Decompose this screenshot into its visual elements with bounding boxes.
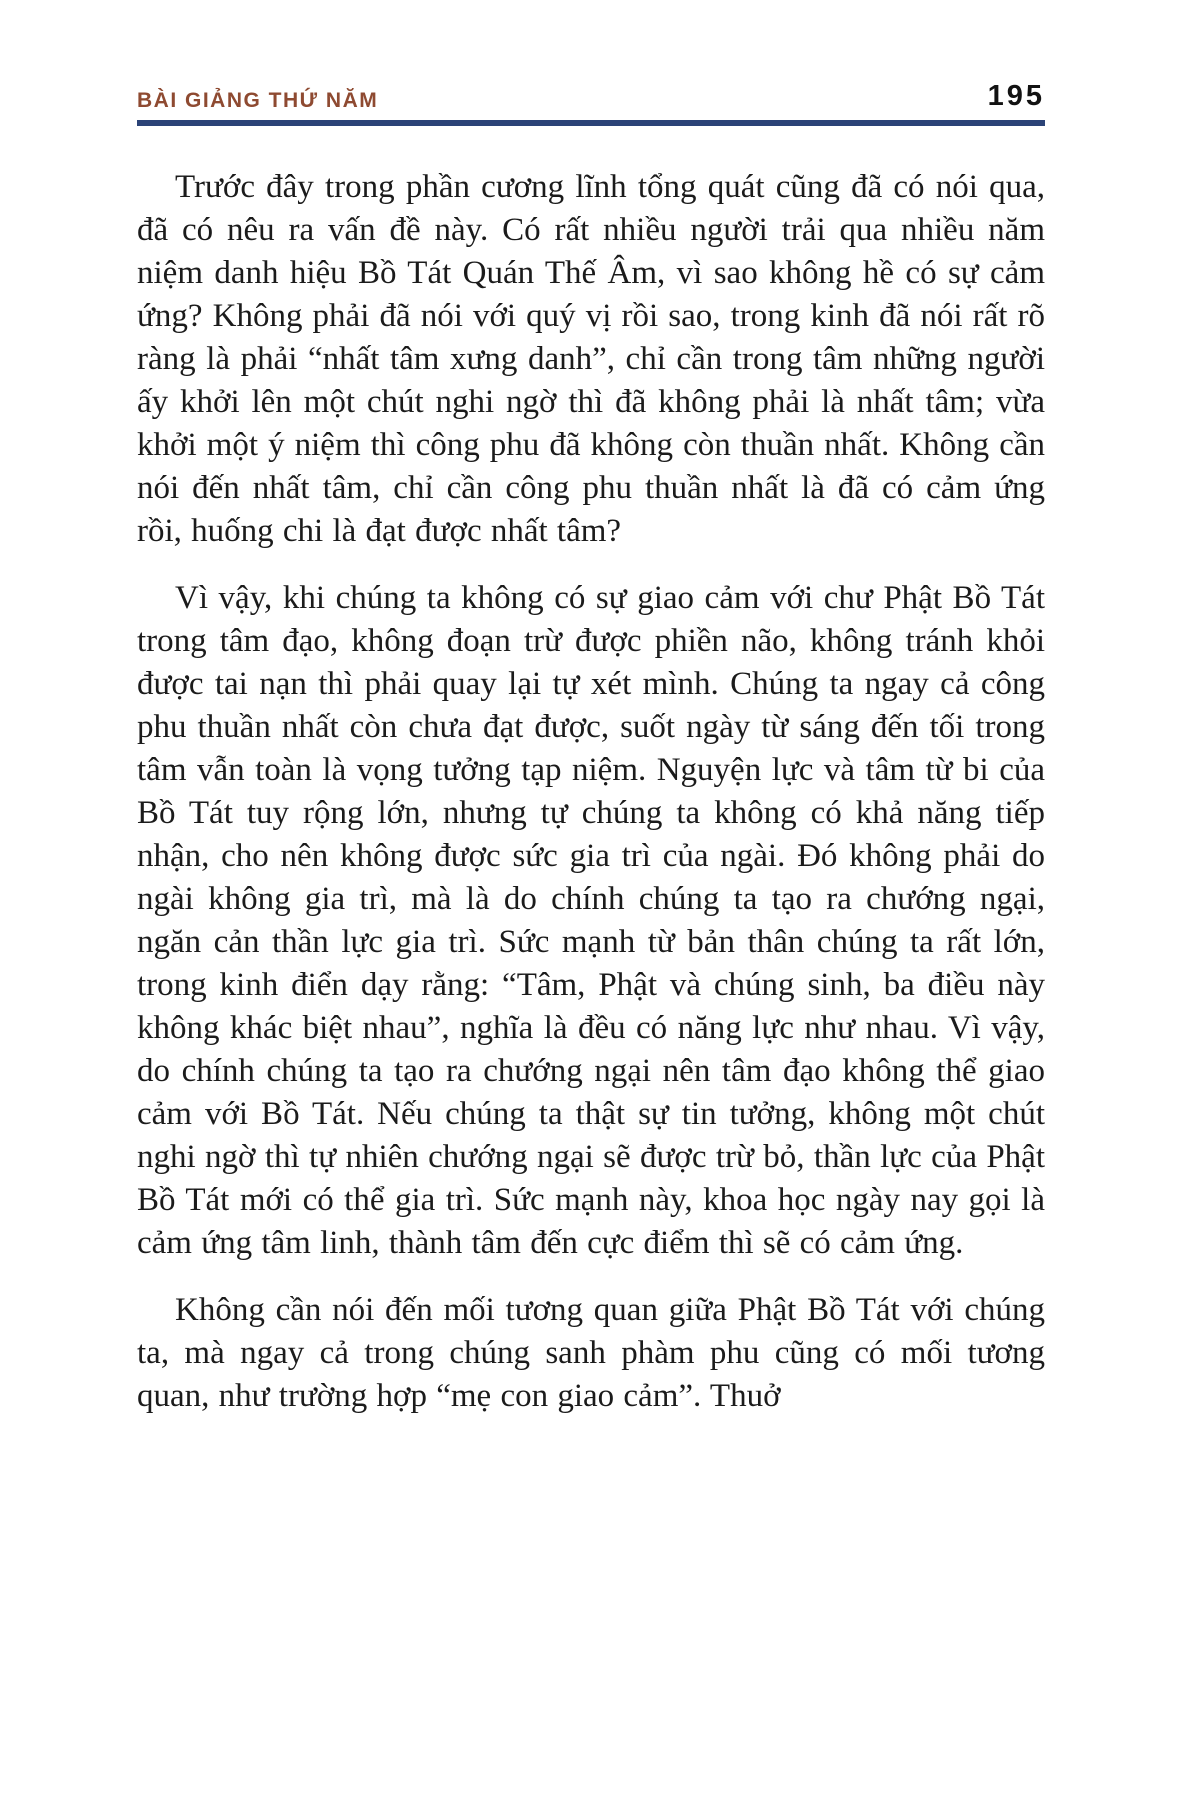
running-title: BÀI GIẢNG THỨ NĂM (137, 89, 379, 112)
body-text (137, 166, 1045, 1418)
page-number: 195 (987, 80, 1045, 112)
paragraph-1: Trước đây trong phần cương lĩnh tổng quát cũng đã có nói qua, đã có nêu ra vấn đề này. Có rất nhiều người trải qua nhiều năm niệm danh hiệu Bồ Tát Quán Thế Âm, vì sao không hề có sự cảm ứng? Không phải đã nói với quý vị rồi sao, trong kinh đã nói rất rõ ràng là phải “nhất tâm xưng danh”, chỉ cần trong tâm những người ấy khởi lên một chút nghi ngờ thì đã không phải là nhất tâm; vừa khởi một ý niệm thì công phu đã không còn thuần nhất. Không cần nói đến nhất tâm, chỉ cần công phu thuần nhất là đã có cảm ứng rồi, huống chi là đạt được nhất tâm? (137, 169, 1045, 549)
paragraph-3: Không cần nói đến mối tương quan giữa Phật Bồ Tát với chúng ta, mà ngay cả trong chúng sanh phàm phu cũng có mối tương quan, như trường hợp “mẹ con giao cảm”. Thuở (137, 1292, 1045, 1414)
page-header (137, 82, 1045, 126)
paragraph-2: Vì vậy, khi chúng ta không có sự giao cảm với chư Phật Bồ Tát trong tâm đạo, không đoạn trừ được phiền não, không tránh khỏi được tai nạn thì phải quay lại tự xét mình. Chúng ta ngay cả công phu thuần nhất còn chưa đạt được, suốt ngày từ sáng đến tối trong tâm vẫn toàn là vọng tưởng tạp niệm. Nguyện lực và tâm từ bi của Bồ Tát tuy rộng lớn, nhưng tự chúng ta không có khả năng tiếp nhận, cho nên không được sức gia trì của ngài. Đó không phải do ngài không gia trì, mà là do chính chúng ta tạo ra chướng ngại, ngăn cản thần lực gia trì. Sức mạnh từ bản thân chúng ta rất lớn, trong kinh điển dạy rằng: “Tâm, Phật và chúng sinh, ba điều này không khác biệt nhau”, nghĩa là đều có năng lực như nhau. Vì vậy, do chính chúng ta tạo ra chướng ngại nên tâm đạo không thể giao cảm với Bồ Tát. Nếu chúng ta thật sự tin tưởng, không một chút nghi ngờ thì tự nhiên chướng ngại sẽ được trừ bỏ, thần lực của Phật Bồ Tát mới có thể gia trì. Sức mạnh này, khoa học ngày nay gọi là cảm ứng tâm linh, thành tâm đến cực điểm thì sẽ có cảm ứng. (137, 580, 1045, 1261)
